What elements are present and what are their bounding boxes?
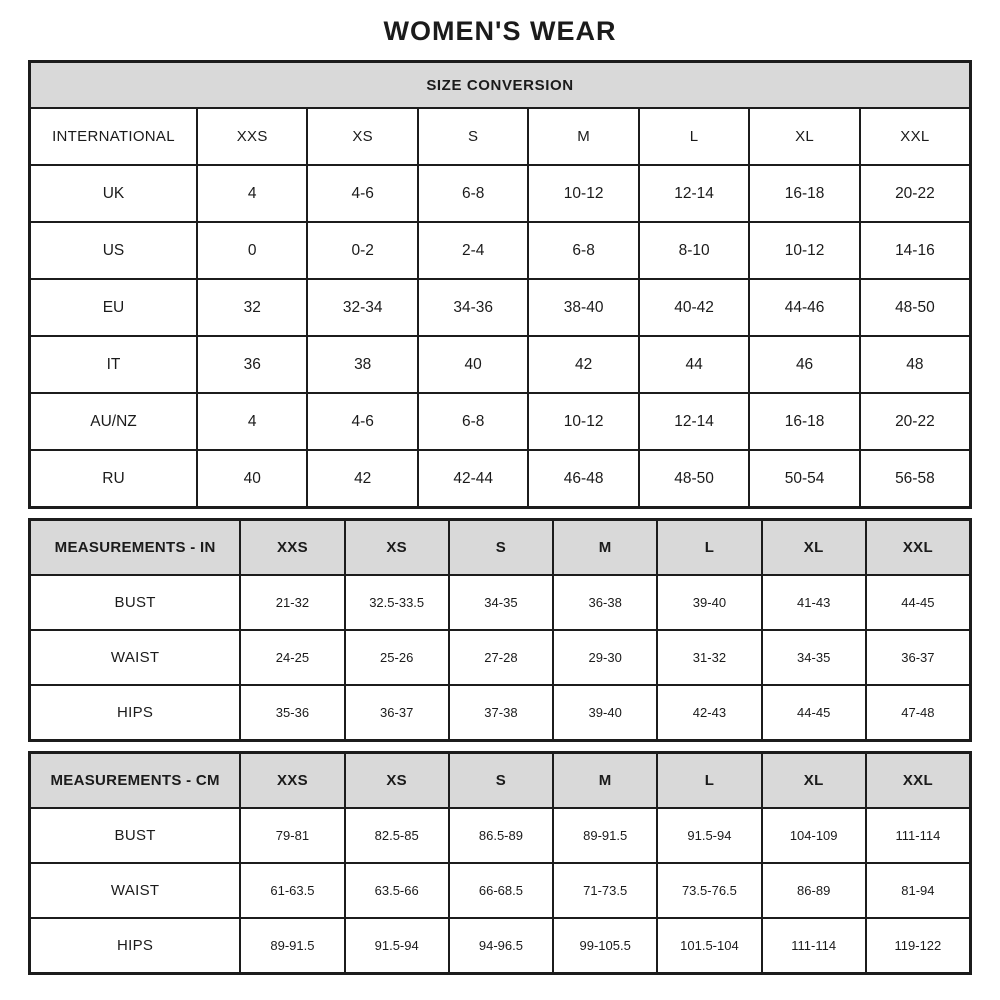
size-value-cell: 20-22	[860, 393, 971, 450]
row-label: UK	[30, 165, 197, 222]
row-label: IT	[30, 336, 197, 393]
column-header-measurements-in: MEASUREMENTS - IN	[30, 520, 241, 576]
row-label: AU/NZ	[30, 393, 197, 450]
column-header-m: M	[528, 108, 638, 165]
measurement-value-cell: 61-63.5	[240, 863, 344, 918]
table-banner-row	[30, 62, 971, 109]
measurement-value-cell: 31-32	[657, 630, 761, 685]
measurement-value-cell: 29-30	[553, 630, 657, 685]
measurements-in-table	[28, 518, 972, 742]
size-value-cell: 10-12	[528, 393, 638, 450]
column-header-m: M	[553, 753, 657, 809]
page-title: WOMEN'S WEAR	[383, 16, 617, 46]
size-value-cell: 34-36	[418, 279, 528, 336]
measurement-value-cell: 119-122	[866, 918, 971, 974]
measurement-value-cell: 36-37	[866, 630, 971, 685]
column-header-xl: XL	[762, 520, 866, 576]
measurement-value-cell: 86-89	[762, 863, 866, 918]
table-row-bust-in	[30, 575, 971, 630]
column-header-xxl: XXL	[866, 520, 971, 576]
size-value-cell: 42-44	[418, 450, 528, 508]
row-label: US	[30, 222, 197, 279]
measurement-value-cell: 36-37	[345, 685, 449, 741]
row-label: RU	[30, 450, 197, 508]
measurement-value-cell: 89-91.5	[553, 808, 657, 863]
measurement-value-cell: 94-96.5	[449, 918, 553, 974]
column-header-xl: XL	[762, 753, 866, 809]
measurement-value-cell: 42-43	[657, 685, 761, 741]
table-row-hips-cm	[30, 918, 971, 974]
measurement-value-cell: 91.5-94	[657, 808, 761, 863]
column-header-international: INTERNATIONAL	[30, 108, 197, 165]
size-value-cell: 4	[197, 165, 307, 222]
column-header-xxs: XXS	[240, 520, 344, 576]
size-value-cell: 12-14	[639, 393, 749, 450]
size-conversion-banner: SIZE CONVERSION	[30, 62, 971, 109]
row-label: HIPS	[30, 918, 241, 974]
measurement-value-cell: 32.5-33.5	[345, 575, 449, 630]
size-value-cell: 48	[860, 336, 971, 393]
size-value-cell: 48-50	[860, 279, 971, 336]
measurement-value-cell: 39-40	[553, 685, 657, 741]
size-value-cell: 16-18	[749, 393, 859, 450]
table-row-ru	[30, 450, 971, 508]
column-header-xxs: XXS	[240, 753, 344, 809]
measurement-value-cell: 35-36	[240, 685, 344, 741]
size-value-cell: 16-18	[749, 165, 859, 222]
row-label: BUST	[30, 808, 241, 863]
measurements-in-header-row	[30, 520, 971, 576]
size-value-cell: 40	[418, 336, 528, 393]
measurement-value-cell: 111-114	[866, 808, 971, 863]
measurement-value-cell: 27-28	[449, 630, 553, 685]
column-header-l: L	[657, 753, 761, 809]
size-value-cell: 32	[197, 279, 307, 336]
size-value-cell: 4	[197, 393, 307, 450]
size-value-cell: 38	[307, 336, 417, 393]
row-label: EU	[30, 279, 197, 336]
column-header-s: S	[449, 753, 553, 809]
row-label: WAIST	[30, 630, 241, 685]
column-header-l: L	[639, 108, 749, 165]
measurements-cm-table	[28, 751, 972, 975]
column-header-measurements-cm: MEASUREMENTS - CM	[30, 753, 241, 809]
table-row-it	[30, 336, 971, 393]
measurement-value-cell: 66-68.5	[449, 863, 553, 918]
measurement-value-cell: 34-35	[762, 630, 866, 685]
size-value-cell: 0	[197, 222, 307, 279]
size-value-cell: 20-22	[860, 165, 971, 222]
size-value-cell: 6-8	[418, 393, 528, 450]
size-value-cell: 32-34	[307, 279, 417, 336]
column-header-xs: XS	[345, 753, 449, 809]
measurement-value-cell: 86.5-89	[449, 808, 553, 863]
measurement-value-cell: 71-73.5	[553, 863, 657, 918]
column-header-s: S	[418, 108, 528, 165]
measurement-value-cell: 82.5-85	[345, 808, 449, 863]
size-value-cell: 6-8	[418, 165, 528, 222]
measurement-value-cell: 89-91.5	[240, 918, 344, 974]
size-value-cell: 40-42	[639, 279, 749, 336]
size-value-cell: 8-10	[639, 222, 749, 279]
size-value-cell: 46	[749, 336, 859, 393]
size-value-cell: 4-6	[307, 393, 417, 450]
table-row-hips-in	[30, 685, 971, 741]
size-value-cell: 36	[197, 336, 307, 393]
column-header-xl: XL	[749, 108, 859, 165]
measurement-value-cell: 104-109	[762, 808, 866, 863]
size-conversion-table	[28, 60, 972, 509]
size-value-cell: 10-12	[528, 165, 638, 222]
size-value-cell: 2-4	[418, 222, 528, 279]
column-header-xxl: XXL	[866, 753, 971, 809]
row-label: HIPS	[30, 685, 241, 741]
size-value-cell: 42	[528, 336, 638, 393]
column-header-s: S	[449, 520, 553, 576]
measurement-value-cell: 39-40	[657, 575, 761, 630]
table-row-uk	[30, 165, 971, 222]
size-value-cell: 12-14	[639, 165, 749, 222]
size-value-cell: 4-6	[307, 165, 417, 222]
column-header-xs: XS	[307, 108, 417, 165]
size-value-cell: 44-46	[749, 279, 859, 336]
measurement-value-cell: 44-45	[866, 575, 971, 630]
column-header-xxs: XXS	[197, 108, 307, 165]
size-value-cell: 44	[639, 336, 749, 393]
measurement-value-cell: 25-26	[345, 630, 449, 685]
column-header-l: L	[657, 520, 761, 576]
measurement-value-cell: 41-43	[762, 575, 866, 630]
measurement-value-cell: 37-38	[449, 685, 553, 741]
size-value-cell: 50-54	[749, 450, 859, 508]
table-row-waist-in	[30, 630, 971, 685]
column-header-xs: XS	[345, 520, 449, 576]
size-value-cell: 48-50	[639, 450, 749, 508]
measurement-value-cell: 73.5-76.5	[657, 863, 761, 918]
measurement-value-cell: 36-38	[553, 575, 657, 630]
table-row-eu	[30, 279, 971, 336]
size-conversion-header-row	[30, 108, 971, 165]
size-value-cell: 0-2	[307, 222, 417, 279]
measurement-value-cell: 81-94	[866, 863, 971, 918]
measurement-value-cell: 111-114	[762, 918, 866, 974]
measurement-value-cell: 21-32	[240, 575, 344, 630]
measurement-value-cell: 34-35	[449, 575, 553, 630]
measurement-value-cell: 101.5-104	[657, 918, 761, 974]
measurement-value-cell: 44-45	[762, 685, 866, 741]
table-row-bust-cm	[30, 808, 971, 863]
row-label: WAIST	[30, 863, 241, 918]
size-value-cell: 42	[307, 450, 417, 508]
measurement-value-cell: 24-25	[240, 630, 344, 685]
size-value-cell: 40	[197, 450, 307, 508]
size-value-cell: 14-16	[860, 222, 971, 279]
measurement-value-cell: 91.5-94	[345, 918, 449, 974]
size-value-cell: 46-48	[528, 450, 638, 508]
column-header-xxl: XXL	[860, 108, 971, 165]
size-value-cell: 38-40	[528, 279, 638, 336]
table-row-us	[30, 222, 971, 279]
measurements-cm-header-row	[30, 753, 971, 809]
measurement-value-cell: 63.5-66	[345, 863, 449, 918]
measurement-value-cell: 47-48	[866, 685, 971, 741]
measurement-value-cell: 99-105.5	[553, 918, 657, 974]
column-header-m: M	[553, 520, 657, 576]
size-value-cell: 6-8	[528, 222, 638, 279]
size-value-cell: 56-58	[860, 450, 971, 508]
table-row-aunz	[30, 393, 971, 450]
measurement-value-cell: 79-81	[240, 808, 344, 863]
size-value-cell: 10-12	[749, 222, 859, 279]
row-label: BUST	[30, 575, 241, 630]
table-row-waist-cm	[30, 863, 971, 918]
